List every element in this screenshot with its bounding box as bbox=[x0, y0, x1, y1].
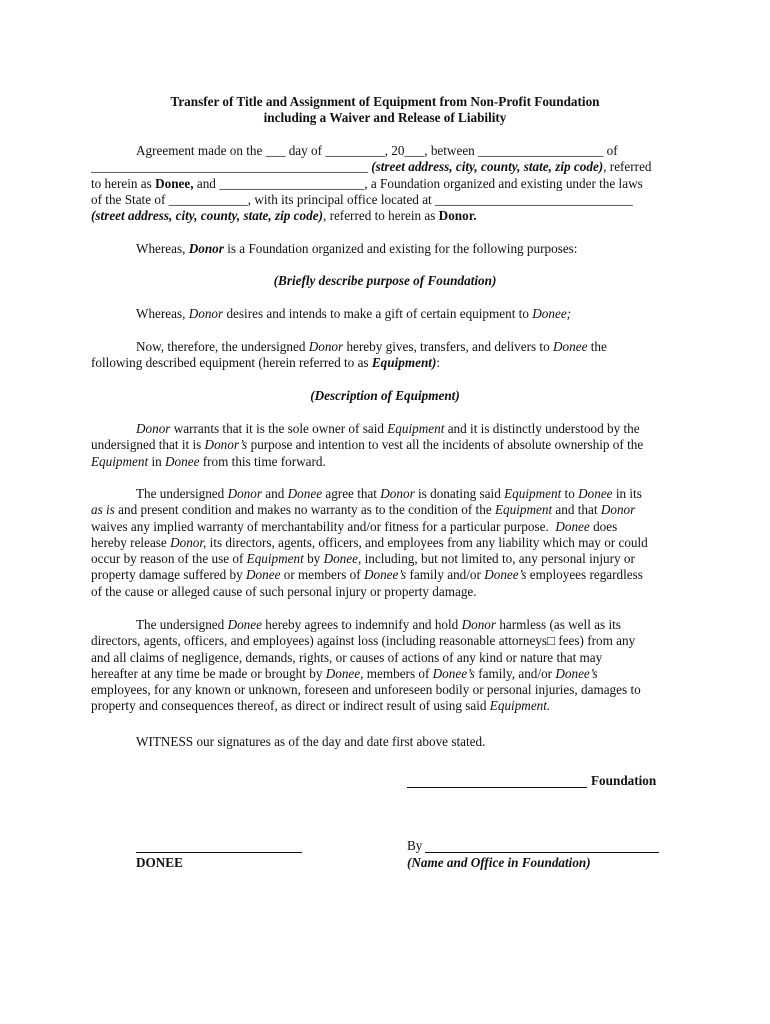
agreement-line-4: of the State of ____________, with its principal office located at ______________________________ bbox=[91, 191, 633, 207]
waiver-paragraph: The undersigned Donor and Donee agree that Donor is donating said Equipment to Donee in its as is and present condition and makes no warranty as to the condition of the Equipment and that Donor waives any implied warranty of merchantability and/or fitness for a particular purpose. Donee does hereby release Donor, its directors, agents, officers, and employees from any liability which may or could occur by reason of the use of Equipment by Donee, including, but not limited to, any personal injury or property damage suffered by Donee or members of Donee’s family and/or Donee’s employees regardless of the cause or alleged cause of such personal injury or property damage. bbox=[91, 486, 648, 599]
witness-paragraph: WITNESS our signatures as of the day and date first above stated. bbox=[136, 734, 486, 749]
indemnify-paragraph: The undersigned Donee hereby agrees to indemnify and hold Donor harmless (as well as its directors, agents, officers, and employees) against loss (including reasonable attorneys□ fees) from any and all claims of negligence, demands, rights, or causes of actions of any kind or nature that may hereafter at any time be made or brought by Donee, members of Donee’s family, and/or Donee’s employees, for any known or unknown, foreseen and unforeseen bodily or personal injuries, damages to property and consequences thereof, as direct or indirect result of using said Equipment. bbox=[91, 617, 641, 714]
agreement-line-1: Agreement made on the ___ day of _________, 20___, between ___________________ of bbox=[136, 143, 618, 158]
donee-label: DONEE bbox=[136, 855, 183, 870]
agreement-line-5: (street address, city, county, state, zip code), referred to herein as Donor. bbox=[91, 208, 477, 224]
foundation-signature-line[interactable] bbox=[407, 787, 587, 788]
purpose-placeholder: (Briefly describe purpose of Foundation) bbox=[273, 273, 497, 288]
title-line-2: including a Waiver and Release of Liability bbox=[263, 110, 507, 126]
transfer-paragraph: Now, therefore, the undersigned Donor hereby gives, transfers, and delivers to Donee the following described equipment (herein referred to as Equipment): bbox=[91, 339, 607, 371]
agreement-line-2: __________________________________________ (street address, city, county, state, zip code), referred bbox=[91, 159, 652, 175]
by-signature-line[interactable] bbox=[425, 852, 659, 853]
title-line-1: Transfer of Title and Assignment of Equipment from Non-Profit Foundation bbox=[170, 94, 600, 109]
whereas-gift-paragraph: Whereas, Donor desires and intends to make a gift of certain equipment to Donee; bbox=[136, 306, 572, 321]
foundation-label: Foundation bbox=[591, 773, 657, 788]
donor-address-placeholder: (street address, city, county, state, zip code) bbox=[91, 208, 323, 224]
agreement-line-3: to herein as Donee, and ______________________, a Foundation organized and existing under the laws bbox=[91, 175, 643, 191]
document-title bbox=[0, 94, 770, 127]
equipment-placeholder: (Description of Equipment) bbox=[310, 388, 460, 403]
warranty-paragraph: Donor warrants that it is the sole owner of said Equipment and it is distinctly understood by the undersigned that it is Donor’s purpose and intention to vest all the incidents of absolute ownership of the Equipment in Donee from this time forward. bbox=[91, 421, 644, 469]
donee-signature-line[interactable] bbox=[136, 852, 302, 853]
name-office-placeholder: (Name and Office in Foundation) bbox=[407, 855, 591, 870]
by-label: By bbox=[407, 838, 423, 853]
whereas-purpose-paragraph: Whereas, Donor is a Foundation organized and existing for the following purposes: bbox=[136, 241, 578, 256]
agreement-paragraph bbox=[91, 143, 679, 224]
donee-address-placeholder: (street address, city, county, state, zip code) bbox=[371, 159, 604, 175]
